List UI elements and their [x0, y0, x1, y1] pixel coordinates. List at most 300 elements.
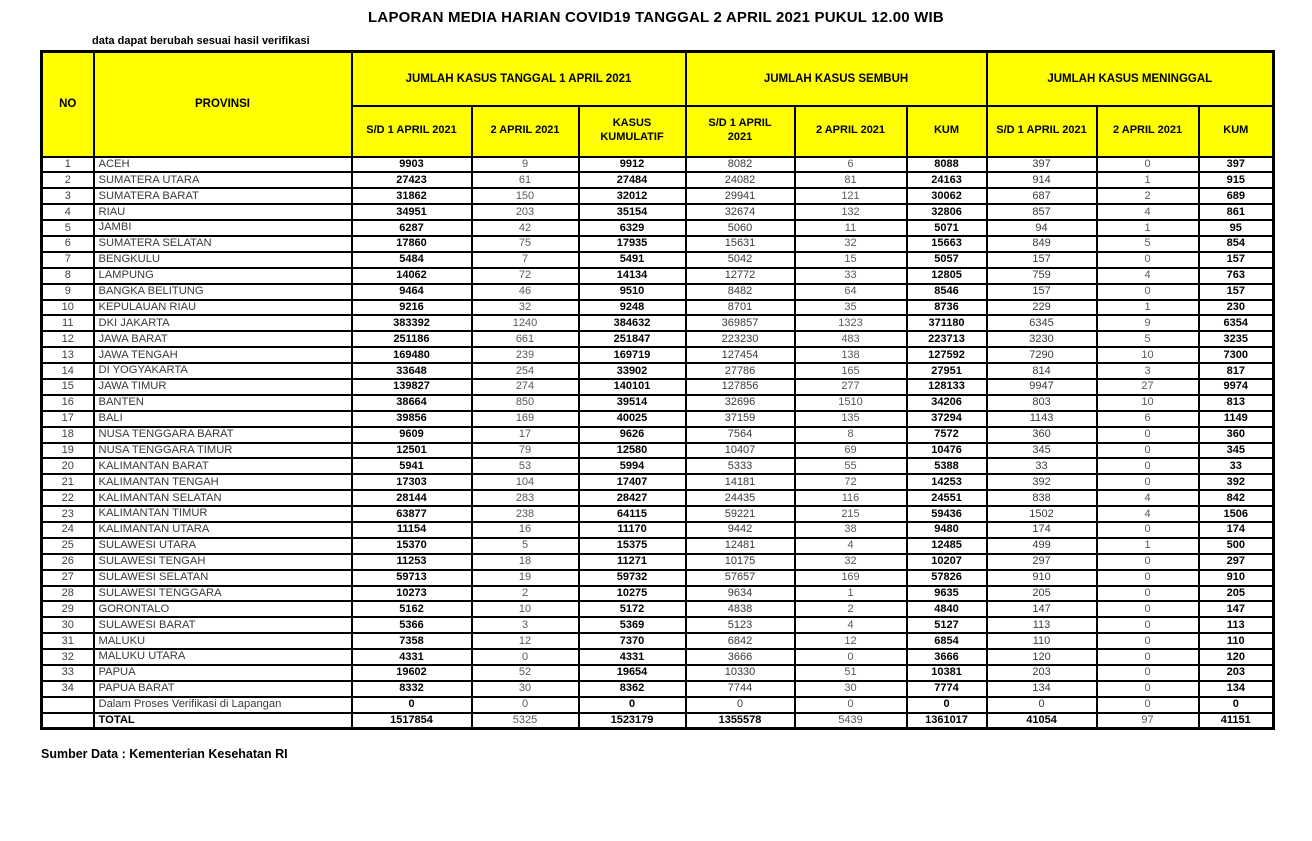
cell-no: 1: [42, 157, 94, 173]
cell-provinsi: BENGKULU: [94, 252, 352, 268]
cell-value: 132: [795, 204, 907, 220]
cell-value: 0: [579, 697, 686, 713]
cell-value: 27786: [686, 363, 795, 379]
cell-value: 5369: [579, 617, 686, 633]
cell-value: 39514: [579, 395, 686, 411]
table-row: [42, 331, 1274, 347]
cell-value: 57657: [686, 570, 795, 586]
cell-value: 759: [987, 268, 1097, 284]
cell-no: 26: [42, 554, 94, 570]
cell-value: 1: [795, 586, 907, 602]
cell-value: 24163: [907, 172, 987, 188]
cell-value: 910: [987, 570, 1097, 586]
cell-value: 12580: [579, 443, 686, 459]
cell-value: 2: [795, 601, 907, 617]
cell-value: 9510: [579, 284, 686, 300]
cell-value: 28427: [579, 490, 686, 506]
cell-value: 5484: [352, 252, 472, 268]
cell-value: 7564: [686, 427, 795, 443]
cell-value: 9974: [1199, 379, 1274, 395]
cell-value: 3666: [907, 649, 987, 665]
cell-no: 3: [42, 188, 94, 204]
cell-value: 203: [987, 665, 1097, 681]
table-row: [42, 443, 1274, 459]
cell-value: 174: [987, 522, 1097, 538]
cell-value: 8482: [686, 284, 795, 300]
cell-value: 10381: [907, 665, 987, 681]
table-row: [42, 570, 1274, 586]
table-row: [42, 379, 1274, 395]
cell-value: 1506: [1199, 506, 1274, 522]
cell-value: 72: [795, 474, 907, 490]
cell-value: 41054: [987, 713, 1097, 729]
cell-no: 21: [42, 474, 94, 490]
cell-value: 7744: [686, 681, 795, 697]
cell-value: 17407: [579, 474, 686, 490]
cell-value: 5071: [907, 220, 987, 236]
cell-value: 4: [1097, 506, 1199, 522]
cell-value: 113: [1199, 617, 1274, 633]
cell-value: 3666: [686, 649, 795, 665]
cell-value: 1510: [795, 395, 907, 411]
cell-provinsi: JAWA TIMUR: [94, 379, 352, 395]
cell-value: 3: [1097, 363, 1199, 379]
cell-no: 5: [42, 220, 94, 236]
cell-value: 297: [987, 554, 1097, 570]
cell-value: 134: [1199, 681, 1274, 697]
header-sembuh-sd: S/D 1 APRIL 2021: [686, 106, 795, 157]
cell-value: 69: [795, 443, 907, 459]
header-group-sembuh: JUMLAH KASUS SEMBUH: [686, 52, 987, 106]
cell-value: 11: [795, 220, 907, 236]
table-row: [42, 363, 1274, 379]
cell-value: 32: [795, 236, 907, 252]
table-row: [42, 204, 1274, 220]
cell-provinsi: ACEH: [94, 157, 352, 173]
cell-value: 10273: [352, 586, 472, 602]
cell-value: 19602: [352, 665, 472, 681]
cell-provinsi: KALIMANTAN BARAT: [94, 458, 352, 474]
cell-value: 5325: [472, 713, 579, 729]
cell-value: 127454: [686, 347, 795, 363]
cell-value: 30062: [907, 188, 987, 204]
cell-value: 0: [795, 697, 907, 713]
cell-provinsi: TOTAL: [94, 713, 352, 729]
cell-value: 38664: [352, 395, 472, 411]
cell-value: 0: [1097, 522, 1199, 538]
cell-value: 157: [1199, 284, 1274, 300]
cell-provinsi: BANTEN: [94, 395, 352, 411]
cell-no: 12: [42, 331, 94, 347]
cell-no: 10: [42, 300, 94, 316]
cell-value: 33: [795, 268, 907, 284]
cell-value: 12501: [352, 443, 472, 459]
cell-value: 97: [1097, 713, 1199, 729]
cell-value: 32: [472, 300, 579, 316]
cell-value: 7290: [987, 347, 1097, 363]
cell-value: 392: [987, 474, 1097, 490]
cell-value: 12: [472, 633, 579, 649]
cell-value: 360: [987, 427, 1097, 443]
cell-value: 127592: [907, 347, 987, 363]
cell-value: 169: [472, 411, 579, 427]
cell-value: 203: [1199, 665, 1274, 681]
table-row: [42, 427, 1274, 443]
cell-value: 4: [1097, 204, 1199, 220]
cell-value: 0: [1097, 443, 1199, 459]
cell-value: 9216: [352, 300, 472, 316]
cell-value: 113: [987, 617, 1097, 633]
cell-value: 8088: [907, 157, 987, 173]
cell-value: 689: [1199, 188, 1274, 204]
cell-value: 850: [472, 395, 579, 411]
cell-value: 5123: [686, 617, 795, 633]
cell-no: 29: [42, 601, 94, 617]
cell-value: 34951: [352, 204, 472, 220]
cell-value: 64: [795, 284, 907, 300]
cell-value: 345: [1199, 443, 1274, 459]
table-row: [42, 681, 1274, 697]
cell-value: 104: [472, 474, 579, 490]
cell-value: 38: [795, 522, 907, 538]
cell-value: 17860: [352, 236, 472, 252]
cell-value: 169719: [579, 347, 686, 363]
cell-value: 5366: [352, 617, 472, 633]
table-row: [42, 649, 1274, 665]
cell-value: 9464: [352, 284, 472, 300]
header-kasus-sd: S/D 1 APRIL 2021: [352, 106, 472, 157]
cell-value: 0: [987, 697, 1097, 713]
cell-value: 9442: [686, 522, 795, 538]
cell-value: 915: [1199, 172, 1274, 188]
cell-value: 19654: [579, 665, 686, 681]
cell-value: 174: [1199, 522, 1274, 538]
cell-value: 53: [472, 458, 579, 474]
table-row: [42, 395, 1274, 411]
cell-no: 30: [42, 617, 94, 633]
cell-value: 42: [472, 220, 579, 236]
cell-provinsi: GORONTALO: [94, 601, 352, 617]
cell-value: 121: [795, 188, 907, 204]
cell-value: 7370: [579, 633, 686, 649]
table-row: [42, 586, 1274, 602]
cell-value: 0: [1097, 427, 1199, 443]
cell-value: 5994: [579, 458, 686, 474]
cell-value: 861: [1199, 204, 1274, 220]
cell-value: 19: [472, 570, 579, 586]
cell-value: 0: [1097, 586, 1199, 602]
cell-value: 7774: [907, 681, 987, 697]
cell-value: 500: [1199, 538, 1274, 554]
cell-provinsi: SULAWESI TENGAH: [94, 554, 352, 570]
cell-value: 384632: [579, 315, 686, 331]
cell-value: 14181: [686, 474, 795, 490]
cell-value: 39856: [352, 411, 472, 427]
cell-value: 4840: [907, 601, 987, 617]
cell-value: 392: [1199, 474, 1274, 490]
cell-value: 763: [1199, 268, 1274, 284]
cell-value: 1323: [795, 315, 907, 331]
cell-value: 12485: [907, 538, 987, 554]
cell-value: 5333: [686, 458, 795, 474]
cell-value: 0: [686, 697, 795, 713]
cell-value: 483: [795, 331, 907, 347]
cell-value: 12: [795, 633, 907, 649]
cell-value: 9903: [352, 157, 472, 173]
cell-value: 8082: [686, 157, 795, 173]
header-meninggal-sd: S/D 1 APRIL 2021: [987, 106, 1097, 157]
cell-value: 4: [795, 538, 907, 554]
cell-value: 9248: [579, 300, 686, 316]
cell-value: 33902: [579, 363, 686, 379]
cell-no: 19: [42, 443, 94, 459]
cell-value: 6: [1097, 411, 1199, 427]
cell-no: [42, 697, 94, 713]
cell-value: 215: [795, 506, 907, 522]
cell-value: 120: [1199, 649, 1274, 665]
cell-value: 75: [472, 236, 579, 252]
cell-value: 10: [472, 601, 579, 617]
cell-value: 5172: [579, 601, 686, 617]
cell-no: 31: [42, 633, 94, 649]
cell-value: 10207: [907, 554, 987, 570]
cell-value: 0: [1097, 284, 1199, 300]
cell-value: 9626: [579, 427, 686, 443]
cell-value: 52: [472, 665, 579, 681]
cell-value: 203: [472, 204, 579, 220]
cell-value: 914: [987, 172, 1097, 188]
cell-value: 57826: [907, 570, 987, 586]
cell-value: 41151: [1199, 713, 1274, 729]
cell-value: 205: [987, 586, 1097, 602]
table-row: [42, 236, 1274, 252]
cell-value: 297: [1199, 554, 1274, 570]
cell-value: 64115: [579, 506, 686, 522]
cell-value: 3235: [1199, 331, 1274, 347]
cell-value: 37159: [686, 411, 795, 427]
cell-value: 1: [1097, 538, 1199, 554]
cell-value: 169480: [352, 347, 472, 363]
cell-value: 15631: [686, 236, 795, 252]
cell-value: 120: [987, 649, 1097, 665]
cell-value: 5: [1097, 236, 1199, 252]
cell-value: 239: [472, 347, 579, 363]
cell-value: 51: [795, 665, 907, 681]
cell-no: 16: [42, 395, 94, 411]
header-sembuh-2apr: 2 APRIL 2021: [795, 106, 907, 157]
cell-no: 15: [42, 379, 94, 395]
cell-value: 35154: [579, 204, 686, 220]
cell-value: 169: [795, 570, 907, 586]
cell-value: 37294: [907, 411, 987, 427]
cell-provinsi: LAMPUNG: [94, 268, 352, 284]
cell-provinsi: DI YOGYAKARTA: [94, 363, 352, 379]
cell-value: 59436: [907, 506, 987, 522]
cell-value: 15663: [907, 236, 987, 252]
cell-value: 30: [795, 681, 907, 697]
cell-no: 27: [42, 570, 94, 586]
cell-value: 9947: [987, 379, 1097, 395]
covid-report-table: [40, 50, 1275, 730]
cell-value: 345: [987, 443, 1097, 459]
cell-value: 11170: [579, 522, 686, 538]
cell-value: 14134: [579, 268, 686, 284]
cell-value: 34206: [907, 395, 987, 411]
cell-value: 814: [987, 363, 1097, 379]
cell-value: 33: [1199, 458, 1274, 474]
table-row: [42, 490, 1274, 506]
cell-value: 1143: [987, 411, 1097, 427]
header-meninggal-2apr: 2 APRIL 2021: [1097, 106, 1199, 157]
cell-value: 6287: [352, 220, 472, 236]
cell-value: 59732: [579, 570, 686, 586]
cell-no: 24: [42, 522, 94, 538]
cell-value: 8332: [352, 681, 472, 697]
cell-value: 4838: [686, 601, 795, 617]
table-body: [42, 157, 1274, 729]
cell-no: 32: [42, 649, 94, 665]
cell-value: 18: [472, 554, 579, 570]
cell-value: 110: [1199, 633, 1274, 649]
table-row: [42, 506, 1274, 522]
cell-value: 32806: [907, 204, 987, 220]
cell-value: 1517854: [352, 713, 472, 729]
cell-no: [42, 713, 94, 729]
cell-value: 12805: [907, 268, 987, 284]
cell-value: 5941: [352, 458, 472, 474]
cell-no: 6: [42, 236, 94, 252]
cell-value: 11154: [352, 522, 472, 538]
cell-value: 15: [795, 252, 907, 268]
cell-provinsi: BANGKA BELITUNG: [94, 284, 352, 300]
cell-value: 5439: [795, 713, 907, 729]
cell-value: 10: [1097, 347, 1199, 363]
cell-value: 5057: [907, 252, 987, 268]
cell-value: 0: [1097, 649, 1199, 665]
table-row: [42, 538, 1274, 554]
cell-value: 0: [1097, 458, 1199, 474]
cell-provinsi: PAPUA: [94, 665, 352, 681]
cell-value: 63877: [352, 506, 472, 522]
cell-provinsi: SULAWESI SELATAN: [94, 570, 352, 586]
cell-value: 5042: [686, 252, 795, 268]
cell-no: 4: [42, 204, 94, 220]
cell-value: 11271: [579, 554, 686, 570]
table-row: [42, 411, 1274, 427]
cell-value: 0: [1199, 697, 1274, 713]
cell-value: 32696: [686, 395, 795, 411]
header-kasus-kum: KASUS KUMULATIF: [579, 106, 686, 157]
cell-value: 32012: [579, 188, 686, 204]
cell-value: 33648: [352, 363, 472, 379]
cell-value: 157: [987, 284, 1097, 300]
cell-provinsi: MALUKU UTARA: [94, 649, 352, 665]
cell-no: 9: [42, 284, 94, 300]
cell-no: 18: [42, 427, 94, 443]
cell-value: 857: [987, 204, 1097, 220]
cell-value: 95: [1199, 220, 1274, 236]
cell-no: 28: [42, 586, 94, 602]
cell-value: 61: [472, 172, 579, 188]
cell-value: 81: [795, 172, 907, 188]
cell-provinsi: SUMATERA SELATAN: [94, 236, 352, 252]
cell-no: 22: [42, 490, 94, 506]
cell-value: 397: [987, 157, 1097, 173]
cell-provinsi: KALIMANTAN SELATAN: [94, 490, 352, 506]
table-row: [42, 665, 1274, 681]
cell-value: 27951: [907, 363, 987, 379]
cell-value: 6842: [686, 633, 795, 649]
cell-value: 6345: [987, 315, 1097, 331]
table-row: [42, 617, 1274, 633]
cell-value: 1: [1097, 300, 1199, 316]
cell-value: 0: [1097, 633, 1199, 649]
cell-provinsi: NUSA TENGGARA TIMUR: [94, 443, 352, 459]
cell-value: 0: [1097, 554, 1199, 570]
cell-value: 0: [1097, 665, 1199, 681]
cell-value: 10407: [686, 443, 795, 459]
cell-provinsi: KALIMANTAN TENGAH: [94, 474, 352, 490]
cell-provinsi: SULAWESI BARAT: [94, 617, 352, 633]
cell-provinsi: KALIMANTAN UTARA: [94, 522, 352, 538]
cell-value: 110: [987, 633, 1097, 649]
cell-no: 17: [42, 411, 94, 427]
cell-no: 34: [42, 681, 94, 697]
cell-value: 116: [795, 490, 907, 506]
cell-value: 0: [472, 697, 579, 713]
cell-value: 135: [795, 411, 907, 427]
cell-value: 1502: [987, 506, 1097, 522]
cell-value: 0: [1097, 617, 1199, 633]
cell-value: 360: [1199, 427, 1274, 443]
cell-provinsi: JAWA BARAT: [94, 331, 352, 347]
cell-value: 10476: [907, 443, 987, 459]
header-no: NO: [42, 52, 94, 157]
cell-value: 9: [472, 157, 579, 173]
cell-value: 229: [987, 300, 1097, 316]
table-row: [42, 474, 1274, 490]
header-group-kasus: JUMLAH KASUS TANGGAL 1 APRIL 2021: [352, 52, 686, 106]
cell-value: 0: [1097, 252, 1199, 268]
table-row: [42, 697, 1274, 713]
cell-provinsi: JAWA TENGAH: [94, 347, 352, 363]
cell-value: 10: [1097, 395, 1199, 411]
cell-no: 13: [42, 347, 94, 363]
cell-value: 4: [795, 617, 907, 633]
cell-value: 24082: [686, 172, 795, 188]
cell-value: 1523179: [579, 713, 686, 729]
table-row: [42, 157, 1274, 173]
table-row: [42, 458, 1274, 474]
cell-value: 9634: [686, 586, 795, 602]
cell-value: 128133: [907, 379, 987, 395]
cell-value: 230: [1199, 300, 1274, 316]
cell-value: 40025: [579, 411, 686, 427]
cell-value: 854: [1199, 236, 1274, 252]
cell-value: 371180: [907, 315, 987, 331]
cell-value: 12481: [686, 538, 795, 554]
cell-value: 150: [472, 188, 579, 204]
header-sembuh-kum: KUM: [907, 106, 987, 157]
cell-provinsi: PAPUA BARAT: [94, 681, 352, 697]
cell-value: 274: [472, 379, 579, 395]
cell-value: 17: [472, 427, 579, 443]
cell-value: 251186: [352, 331, 472, 347]
cell-value: 6329: [579, 220, 686, 236]
cell-value: 5: [472, 538, 579, 554]
cell-value: 251847: [579, 331, 686, 347]
header-kasus-2apr: 2 APRIL 2021: [472, 106, 579, 157]
